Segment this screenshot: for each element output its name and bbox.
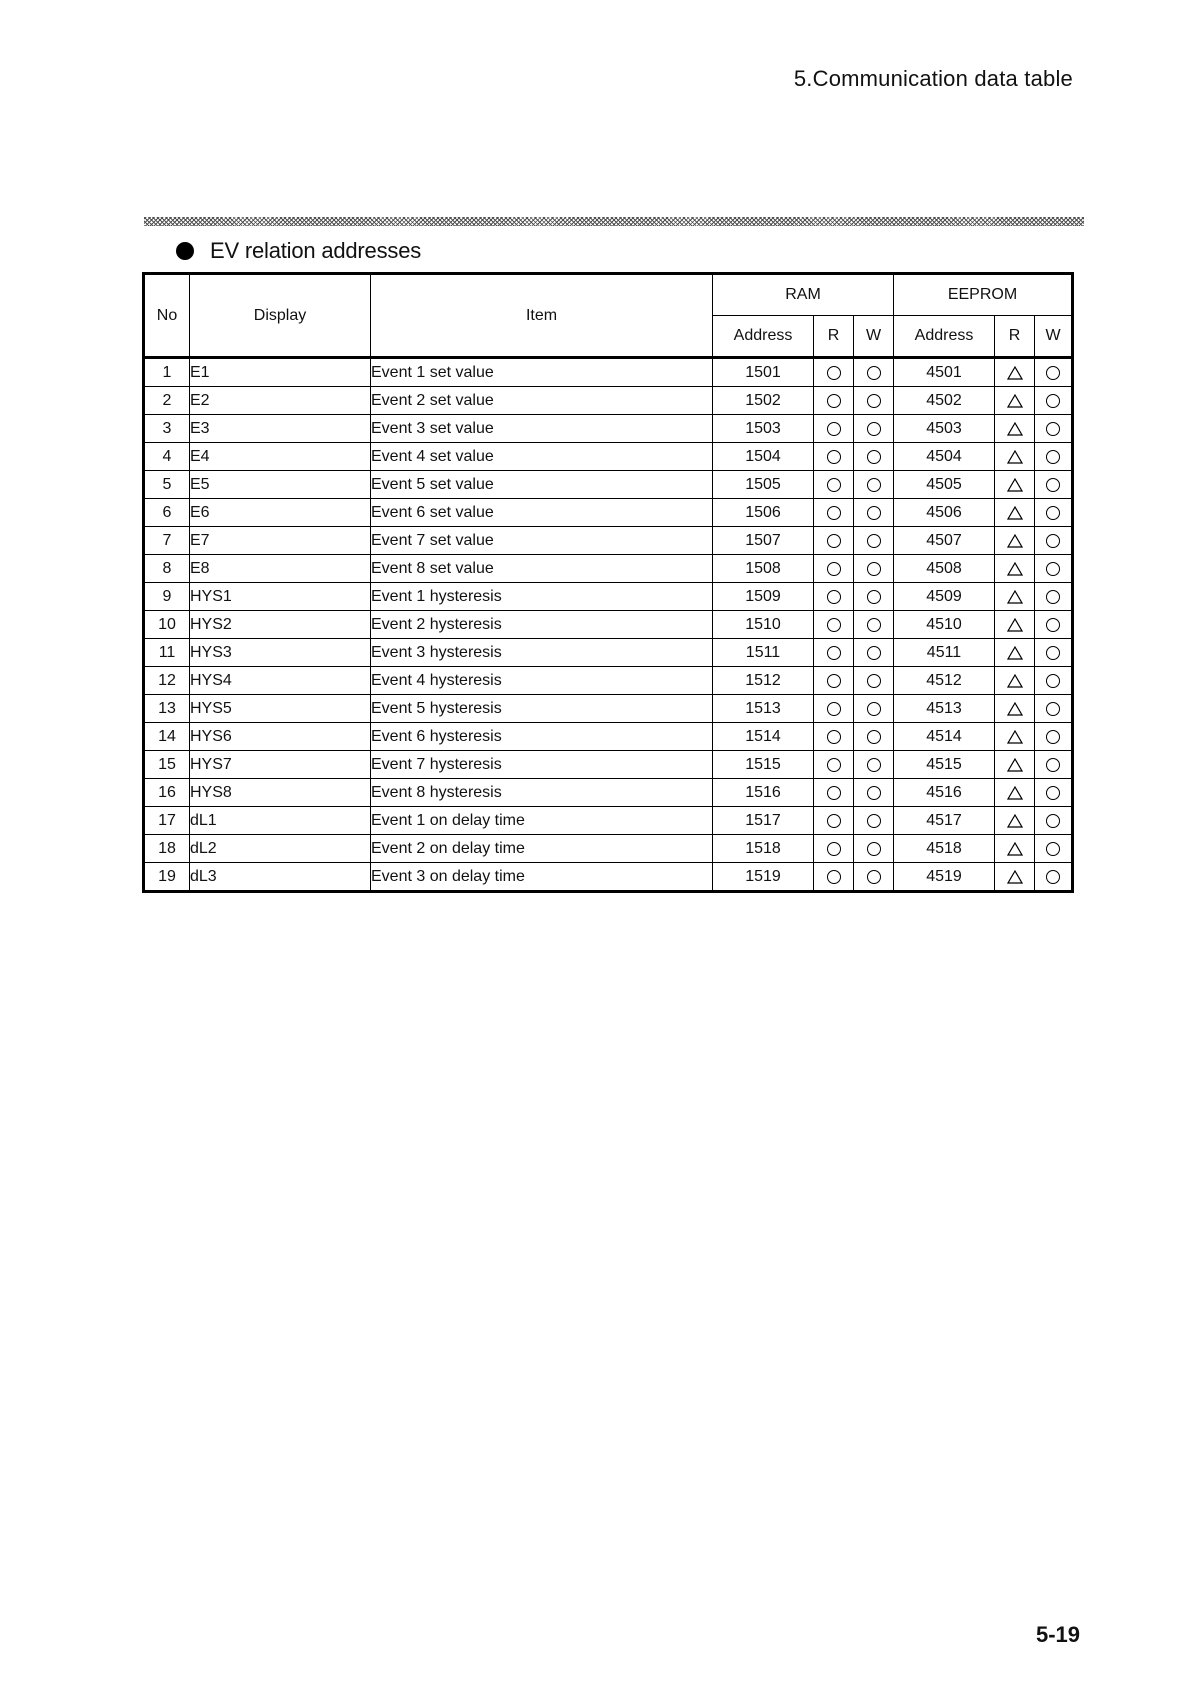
cell-ram-w <box>854 835 894 863</box>
cell-eeprom-w <box>1035 611 1073 639</box>
circle-icon <box>1046 730 1060 744</box>
cell-item: Event 2 hysteresis <box>371 611 713 639</box>
cell-eeprom-address: 4514 <box>894 723 995 751</box>
cell-display: E2 <box>190 387 371 415</box>
cell-eeprom-r <box>995 527 1035 555</box>
circle-icon <box>1046 562 1060 576</box>
table-row <box>144 835 1073 863</box>
cell-ram-address: 1509 <box>713 583 814 611</box>
cell-eeprom-address: 4513 <box>894 695 995 723</box>
cell-ram-r <box>814 667 854 695</box>
cell-ram-r <box>814 415 854 443</box>
cell-eeprom-r <box>995 639 1035 667</box>
cell-ram-w <box>854 863 894 892</box>
circle-icon <box>867 450 881 464</box>
triangle-icon <box>1007 618 1023 632</box>
circle-icon <box>1046 618 1060 632</box>
cell-ram-address: 1511 <box>713 639 814 667</box>
table-row <box>144 499 1073 527</box>
cell-item: Event 4 set value <box>371 443 713 471</box>
cell-ram-r <box>814 499 854 527</box>
ev-address-table <box>142 272 1074 893</box>
cell-eeprom-r <box>995 555 1035 583</box>
cell-ram-w <box>854 443 894 471</box>
circle-icon <box>867 814 881 828</box>
cell-ram-address: 1514 <box>713 723 814 751</box>
circle-icon <box>1046 590 1060 604</box>
table-row <box>144 555 1073 583</box>
col-header-eeprom-w: W <box>1035 316 1073 358</box>
triangle-icon <box>1007 674 1023 688</box>
triangle-icon <box>1007 534 1023 548</box>
table-row <box>144 583 1073 611</box>
table-row <box>144 358 1073 387</box>
cell-ram-r <box>814 751 854 779</box>
circle-icon <box>827 674 841 688</box>
triangle-icon <box>1007 590 1023 604</box>
cell-eeprom-w <box>1035 723 1073 751</box>
cell-display: E7 <box>190 527 371 555</box>
circle-icon <box>1046 394 1060 408</box>
cell-no: 14 <box>144 723 190 751</box>
cell-ram-r <box>814 695 854 723</box>
cell-eeprom-w <box>1035 415 1073 443</box>
circle-icon <box>827 646 841 660</box>
triangle-icon <box>1007 646 1023 660</box>
circle-icon <box>867 618 881 632</box>
circle-icon <box>867 730 881 744</box>
cell-eeprom-r <box>995 723 1035 751</box>
triangle-icon <box>1007 758 1023 772</box>
col-header-no: No <box>144 274 190 358</box>
circle-icon <box>867 366 881 380</box>
table-row <box>144 611 1073 639</box>
cell-ram-w <box>854 387 894 415</box>
cell-ram-address: 1517 <box>713 807 814 835</box>
circle-icon <box>1046 814 1060 828</box>
circle-icon <box>827 394 841 408</box>
circle-icon <box>827 870 841 884</box>
col-header-eeprom: EEPROM <box>894 274 1073 316</box>
cell-ram-w <box>854 723 894 751</box>
cell-ram-w <box>854 499 894 527</box>
circle-icon <box>867 702 881 716</box>
circle-icon <box>827 842 841 856</box>
cell-eeprom-address: 4501 <box>894 358 995 387</box>
cell-ram-address: 1507 <box>713 527 814 555</box>
cell-ram-r <box>814 779 854 807</box>
table-row <box>144 527 1073 555</box>
circle-icon <box>867 786 881 800</box>
cell-ram-w <box>854 667 894 695</box>
cell-display: E3 <box>190 415 371 443</box>
circle-icon <box>867 758 881 772</box>
triangle-icon <box>1007 730 1023 744</box>
cell-ram-w <box>854 583 894 611</box>
col-header-eeprom-r: R <box>995 316 1035 358</box>
cell-eeprom-address: 4511 <box>894 639 995 667</box>
cell-item: Event 8 set value <box>371 555 713 583</box>
cell-no: 15 <box>144 751 190 779</box>
cell-eeprom-address: 4515 <box>894 751 995 779</box>
cell-item: Event 5 hysteresis <box>371 695 713 723</box>
cell-eeprom-r <box>995 415 1035 443</box>
circle-icon <box>1046 478 1060 492</box>
circle-icon <box>1046 422 1060 436</box>
circle-icon <box>827 730 841 744</box>
table-body <box>144 358 1073 892</box>
cell-display: HYS8 <box>190 779 371 807</box>
table-row <box>144 751 1073 779</box>
circle-icon <box>827 702 841 716</box>
section-title: EV relation addresses <box>210 238 422 263</box>
cell-ram-w <box>854 807 894 835</box>
cell-display: HYS6 <box>190 723 371 751</box>
cell-eeprom-address: 4503 <box>894 415 995 443</box>
cell-display: E1 <box>190 358 371 387</box>
cell-item: Event 2 on delay time <box>371 835 713 863</box>
table-header <box>144 274 1073 358</box>
cell-eeprom-r <box>995 779 1035 807</box>
cell-ram-r <box>814 639 854 667</box>
table-row <box>144 667 1073 695</box>
table-row <box>144 723 1073 751</box>
cell-ram-w <box>854 555 894 583</box>
circle-icon <box>867 646 881 660</box>
table-row <box>144 695 1073 723</box>
circle-icon <box>1046 702 1060 716</box>
cell-eeprom-address: 4505 <box>894 471 995 499</box>
section-heading <box>176 238 421 264</box>
cell-eeprom-w <box>1035 583 1073 611</box>
cell-item: Event 1 set value <box>371 358 713 387</box>
circle-icon <box>867 590 881 604</box>
cell-ram-w <box>854 779 894 807</box>
cell-item: Event 5 set value <box>371 471 713 499</box>
cell-eeprom-address: 4502 <box>894 387 995 415</box>
cell-ram-r <box>814 863 854 892</box>
cell-eeprom-w <box>1035 387 1073 415</box>
circle-icon <box>1046 758 1060 772</box>
triangle-icon <box>1007 478 1023 492</box>
cell-ram-w <box>854 611 894 639</box>
col-header-display: Display <box>190 274 371 358</box>
triangle-icon <box>1007 870 1023 884</box>
cell-item: Event 1 on delay time <box>371 807 713 835</box>
cell-display: HYS3 <box>190 639 371 667</box>
cell-no: 7 <box>144 527 190 555</box>
circle-icon <box>827 534 841 548</box>
cell-ram-w <box>854 639 894 667</box>
triangle-icon <box>1007 450 1023 464</box>
hatched-divider <box>144 217 1084 226</box>
cell-eeprom-address: 4516 <box>894 779 995 807</box>
cell-no: 12 <box>144 667 190 695</box>
circle-icon <box>867 674 881 688</box>
cell-ram-w <box>854 527 894 555</box>
table-row <box>144 639 1073 667</box>
circle-icon <box>1046 674 1060 688</box>
circle-icon <box>827 590 841 604</box>
cell-eeprom-address: 4508 <box>894 555 995 583</box>
cell-no: 16 <box>144 779 190 807</box>
cell-eeprom-address: 4519 <box>894 863 995 892</box>
circle-icon <box>1046 450 1060 464</box>
table-row <box>144 387 1073 415</box>
cell-ram-r <box>814 471 854 499</box>
cell-eeprom-w <box>1035 499 1073 527</box>
cell-item: Event 3 hysteresis <box>371 639 713 667</box>
cell-no: 8 <box>144 555 190 583</box>
cell-ram-address: 1506 <box>713 499 814 527</box>
circle-icon <box>867 394 881 408</box>
table-row <box>144 807 1073 835</box>
col-header-item: Item <box>371 274 713 358</box>
cell-eeprom-address: 4506 <box>894 499 995 527</box>
cell-ram-r <box>814 611 854 639</box>
cell-ram-address: 1518 <box>713 835 814 863</box>
triangle-icon <box>1007 394 1023 408</box>
col-header-ram-w: W <box>854 316 894 358</box>
cell-eeprom-r <box>995 583 1035 611</box>
triangle-icon <box>1007 702 1023 716</box>
cell-ram-address: 1515 <box>713 751 814 779</box>
cell-no: 13 <box>144 695 190 723</box>
cell-item: Event 1 hysteresis <box>371 583 713 611</box>
cell-eeprom-w <box>1035 639 1073 667</box>
cell-eeprom-r <box>995 863 1035 892</box>
cell-ram-r <box>814 443 854 471</box>
cell-ram-w <box>854 358 894 387</box>
cell-ram-address: 1510 <box>713 611 814 639</box>
circle-icon <box>827 758 841 772</box>
cell-ram-address: 1519 <box>713 863 814 892</box>
cell-eeprom-w <box>1035 555 1073 583</box>
circle-icon <box>867 870 881 884</box>
cell-eeprom-r <box>995 387 1035 415</box>
cell-eeprom-w <box>1035 471 1073 499</box>
cell-display: dL3 <box>190 863 371 892</box>
circle-icon <box>867 534 881 548</box>
cell-eeprom-r <box>995 611 1035 639</box>
cell-ram-r <box>814 387 854 415</box>
cell-eeprom-r <box>995 835 1035 863</box>
cell-no: 1 <box>144 358 190 387</box>
cell-no: 18 <box>144 835 190 863</box>
cell-eeprom-w <box>1035 695 1073 723</box>
cell-ram-address: 1504 <box>713 443 814 471</box>
cell-eeprom-address: 4517 <box>894 807 995 835</box>
page-header-title: 5.Communication data table <box>793 66 1073 91</box>
cell-eeprom-w <box>1035 667 1073 695</box>
cell-display: E8 <box>190 555 371 583</box>
triangle-icon <box>1007 366 1023 380</box>
circle-icon <box>867 478 881 492</box>
cell-display: HYS7 <box>190 751 371 779</box>
col-header-ram-address: Address <box>713 316 814 358</box>
cell-ram-r <box>814 583 854 611</box>
cell-ram-address: 1501 <box>713 358 814 387</box>
cell-no: 4 <box>144 443 190 471</box>
cell-eeprom-r <box>995 358 1035 387</box>
cell-no: 3 <box>144 415 190 443</box>
cell-item: Event 6 set value <box>371 499 713 527</box>
triangle-icon <box>1007 506 1023 520</box>
cell-no: 5 <box>144 471 190 499</box>
circle-icon <box>827 786 841 800</box>
circle-icon <box>827 478 841 492</box>
cell-eeprom-r <box>995 443 1035 471</box>
cell-eeprom-w <box>1035 779 1073 807</box>
cell-eeprom-address: 4510 <box>894 611 995 639</box>
cell-eeprom-r <box>995 751 1035 779</box>
circle-icon <box>827 506 841 520</box>
cell-item: Event 8 hysteresis <box>371 779 713 807</box>
cell-eeprom-w <box>1035 835 1073 863</box>
cell-display: E4 <box>190 443 371 471</box>
cell-eeprom-r <box>995 807 1035 835</box>
cell-eeprom-address: 4507 <box>894 527 995 555</box>
cell-display: HYS1 <box>190 583 371 611</box>
circle-icon <box>827 618 841 632</box>
triangle-icon <box>1007 422 1023 436</box>
cell-ram-address: 1512 <box>713 667 814 695</box>
circle-icon <box>1046 534 1060 548</box>
cell-eeprom-r <box>995 471 1035 499</box>
cell-ram-w <box>854 751 894 779</box>
table-row <box>144 863 1073 892</box>
cell-eeprom-r <box>995 695 1035 723</box>
cell-ram-w <box>854 471 894 499</box>
cell-item: Event 6 hysteresis <box>371 723 713 751</box>
cell-ram-w <box>854 695 894 723</box>
bullet-icon <box>176 242 194 260</box>
cell-no: 19 <box>144 863 190 892</box>
cell-display: HYS4 <box>190 667 371 695</box>
cell-no: 10 <box>144 611 190 639</box>
cell-eeprom-w <box>1035 358 1073 387</box>
cell-no: 17 <box>144 807 190 835</box>
table-row <box>144 443 1073 471</box>
col-header-ram-r: R <box>814 316 854 358</box>
cell-display: HYS5 <box>190 695 371 723</box>
cell-item: Event 3 on delay time <box>371 863 713 892</box>
cell-eeprom-r <box>995 499 1035 527</box>
cell-display: E6 <box>190 499 371 527</box>
cell-ram-r <box>814 555 854 583</box>
cell-ram-r <box>814 835 854 863</box>
cell-ram-r <box>814 807 854 835</box>
circle-icon <box>867 506 881 520</box>
page-number: 5-19 <box>1035 1622 1080 1647</box>
cell-ram-address: 1503 <box>713 415 814 443</box>
cell-item: Event 3 set value <box>371 415 713 443</box>
cell-item: Event 2 set value <box>371 387 713 415</box>
triangle-icon <box>1007 786 1023 800</box>
cell-display: E5 <box>190 471 371 499</box>
triangle-icon <box>1007 814 1023 828</box>
circle-icon <box>1046 646 1060 660</box>
cell-display: HYS2 <box>190 611 371 639</box>
circle-icon <box>827 422 841 436</box>
cell-ram-address: 1502 <box>713 387 814 415</box>
cell-display: dL1 <box>190 807 371 835</box>
circle-icon <box>867 422 881 436</box>
cell-eeprom-w <box>1035 863 1073 892</box>
cell-item: Event 7 set value <box>371 527 713 555</box>
cell-eeprom-w <box>1035 527 1073 555</box>
cell-ram-address: 1513 <box>713 695 814 723</box>
circle-icon <box>1046 842 1060 856</box>
cell-eeprom-w <box>1035 807 1073 835</box>
cell-item: Event 4 hysteresis <box>371 667 713 695</box>
triangle-icon <box>1007 562 1023 576</box>
triangle-icon <box>1007 842 1023 856</box>
cell-display: dL2 <box>190 835 371 863</box>
cell-ram-r <box>814 358 854 387</box>
cell-ram-r <box>814 723 854 751</box>
table-row <box>144 779 1073 807</box>
cell-eeprom-w <box>1035 751 1073 779</box>
cell-ram-address: 1508 <box>713 555 814 583</box>
circle-icon <box>827 562 841 576</box>
table-row <box>144 415 1073 443</box>
cell-no: 6 <box>144 499 190 527</box>
circle-icon <box>827 366 841 380</box>
cell-eeprom-address: 4509 <box>894 583 995 611</box>
circle-icon <box>1046 870 1060 884</box>
cell-eeprom-address: 4512 <box>894 667 995 695</box>
cell-ram-address: 1516 <box>713 779 814 807</box>
cell-eeprom-address: 4504 <box>894 443 995 471</box>
col-header-eeprom-address: Address <box>894 316 995 358</box>
cell-eeprom-address: 4518 <box>894 835 995 863</box>
circle-icon <box>827 450 841 464</box>
col-header-ram: RAM <box>713 274 894 316</box>
circle-icon <box>1046 366 1060 380</box>
cell-no: 11 <box>144 639 190 667</box>
cell-ram-r <box>814 527 854 555</box>
circle-icon <box>1046 786 1060 800</box>
circle-icon <box>1046 506 1060 520</box>
cell-ram-address: 1505 <box>713 471 814 499</box>
circle-icon <box>867 562 881 576</box>
cell-eeprom-r <box>995 667 1035 695</box>
cell-eeprom-w <box>1035 443 1073 471</box>
circle-icon <box>827 814 841 828</box>
cell-item: Event 7 hysteresis <box>371 751 713 779</box>
cell-no: 2 <box>144 387 190 415</box>
cell-no: 9 <box>144 583 190 611</box>
circle-icon <box>867 842 881 856</box>
cell-ram-w <box>854 415 894 443</box>
table-row <box>144 471 1073 499</box>
